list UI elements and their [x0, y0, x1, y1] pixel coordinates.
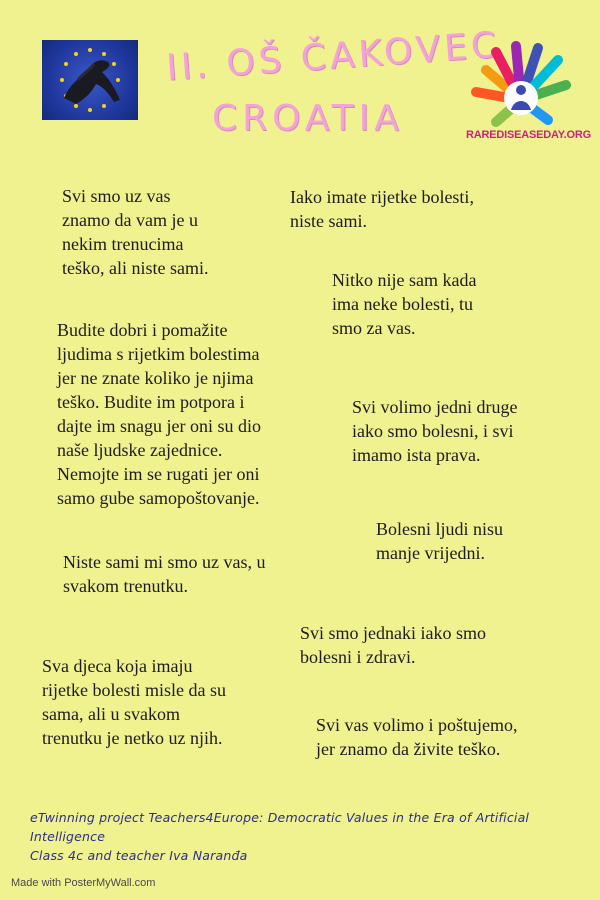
message-5: Svi volimo jedni druge iako smo bolesni, i svi imamo ista prava.: [352, 397, 518, 465]
class-line: Class 4c and teacher Iva Naranđa: [30, 848, 248, 863]
message-7: Niste sami mi smo uz vas, u svakom trenutku.: [63, 552, 266, 596]
project-line: eTwinning project Teachers4Europe: Democratic Values in the Era of Artificial Intelligence: [30, 810, 530, 844]
message-8: Svi smo jednaki iako smo bolesni i zdravi.: [300, 623, 486, 667]
country-title: CROATIA: [212, 98, 404, 139]
rare-disease-day-label: RAREDISEASEDAY.ORG: [466, 129, 591, 141]
message-6: Bolesni ljudi nisu manje vrijedni.: [376, 519, 504, 563]
eu-stars-horse-icon: [42, 40, 138, 120]
message-1: Svi smo uz vas znamo da vam je u nekim trenucima teško, ali niste sami.: [62, 186, 209, 278]
colorful-hands-icon: [466, 40, 591, 141]
message-2: Iako imate rijetke bolesti, niste sami.: [290, 187, 474, 231]
school-title: II. OŠ ČAKOVEC: [165, 24, 502, 89]
message-3: Nitko nije sam kada ima neke bolesti, tu smo za vas.: [332, 270, 477, 338]
message-9: Sva djeca koja imaju rijetke bolesti misle da su sama, ali u svakom trenutku je netko uz njih.: [42, 656, 226, 748]
message-4: Budite dobri i pomažite ljudima s rijetkim bolestima jer ne znate koliko je njima teško. Budite im potpora i dajte im snagu jer oni su dio naše ljudske zajednice. Nemojte im se rugati jer oni samo gube samopoštovanje.: [57, 320, 261, 508]
made-with-link[interactable]: Made with PosterMyWall.com: [11, 877, 156, 889]
message-10: Svi vas volimo i poštujemo, jer znamo da živite teško.: [316, 715, 518, 759]
project-credits: [30, 808, 590, 865]
